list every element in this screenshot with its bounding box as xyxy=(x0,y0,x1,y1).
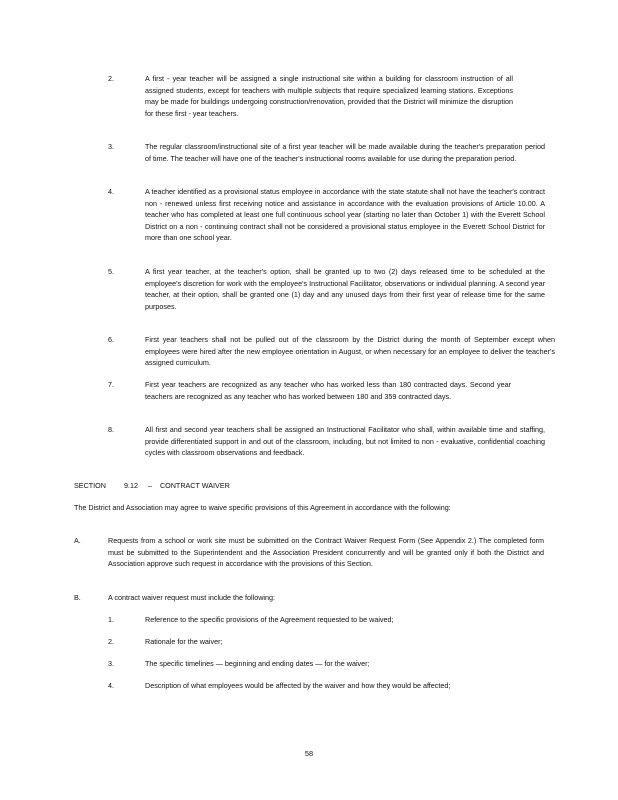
sub-item-text: Rationale for the waiver; xyxy=(145,637,223,646)
item-text: First year teachers shall not be pulled out of the classroom by the District during the month of September except when employees were hired after the new employee orientation in August, or when necessary for an employee to deliver the teacher's assigned curriculum. xyxy=(145,335,555,368)
item-text: A first - year teacher will be assigned a single instructional site within a building for classroom instruction of all assigned students, except for teachers with multiple subjects that require specialized learning stations. Exceptions may be made for buildings undergoing construction/renovation, provided that the District will minimize the disruption for these first - year teachers. xyxy=(145,74,513,118)
section-dash: – xyxy=(147,481,152,490)
sub-item-text: Reference to the specific provisions of the Agreement requested to be waived; xyxy=(145,615,394,624)
item-number: 3. xyxy=(108,142,114,151)
section-label: SECTION xyxy=(74,481,106,490)
section-intro: The District and Association may agree to waive specific provisions of this Agreement in accordance with the following: xyxy=(74,503,451,512)
item-text: First year teachers are recognized as any teacher who has worked less than 180 contracted days. Second year teachers are recognized as any teacher who has worked between 180 and 359 contracted days. xyxy=(145,380,511,401)
sub-item-number: 4. xyxy=(108,681,114,690)
item-number: 6. xyxy=(108,335,114,344)
item-text: The regular classroom/instructional site of a first year teacher will be made available during the teacher's preparation period of time. The teacher will have one of the teacher's instructional rooms available for use during the preparation period. xyxy=(145,142,545,163)
item-number: 2. xyxy=(108,74,114,83)
paragraph-text: A contract waiver request must include the following: xyxy=(108,593,275,602)
item-text: A first year teacher, at the teacher's option, shall be granted up to two (2) days released time to be scheduled at the employee's discretion for work with the employee's Instructional Facilitator, observations or individual planning. A second year teacher, at their option, shall be granted one (1) day and any unused days from their first year of release time for the same purposes. xyxy=(145,267,545,311)
item-number: 8. xyxy=(108,425,114,434)
page-number: 58 xyxy=(304,749,314,758)
item-text: All first and second year teachers shall be assigned an Instructional Facilitator who shall, within available time and staffing, provide differentiated support in and out of the classroom, including, but not limited to non - evaluative, confidential coaching cycles with classroom observations and feedback. xyxy=(145,425,545,458)
section-heading xyxy=(74,480,230,492)
sub-item-text: Description of what employees would be affected by the waiver and how they would be affected; xyxy=(145,681,451,690)
item-text: A teacher identified as a provisional status employee in accordance with the state statute shall not have the teacher's contract non - renewed unless first receiving notice and assistance in accordance with the evaluation provisions of Article 10.00. A teacher who has completed at least one full continuous school year (starting no later than October 1) with the Everett School District on a non - continuing contract shall not be considered a provisional status employee in the Everett School District for more than one school year. xyxy=(145,187,545,243)
section-title: CONTRACT WAIVER xyxy=(159,481,230,490)
sub-item-text: The specific timelines — beginning and ending dates — for the waiver; xyxy=(145,659,370,668)
sub-item-number: 1. xyxy=(108,615,114,624)
item-number: 4. xyxy=(108,187,114,196)
paragraph-text: Requests from a school or work site must be submitted on the Contract Waiver Request Form (See Appendix 2.) The completed form must be submitted to the Superintendent and the Association President concurrently and will be granted only if both the District and Association approve such request in accordance with the provisions of this Section. xyxy=(108,536,544,569)
paragraph-letter: B. xyxy=(74,593,81,602)
sub-item-number: 3. xyxy=(108,659,114,668)
section-number: 9.12 xyxy=(123,481,138,490)
item-number: 7. xyxy=(108,380,114,389)
sub-item-number: 2. xyxy=(108,637,114,646)
paragraph-letter: A. xyxy=(74,536,81,545)
item-number: 5. xyxy=(108,267,114,276)
